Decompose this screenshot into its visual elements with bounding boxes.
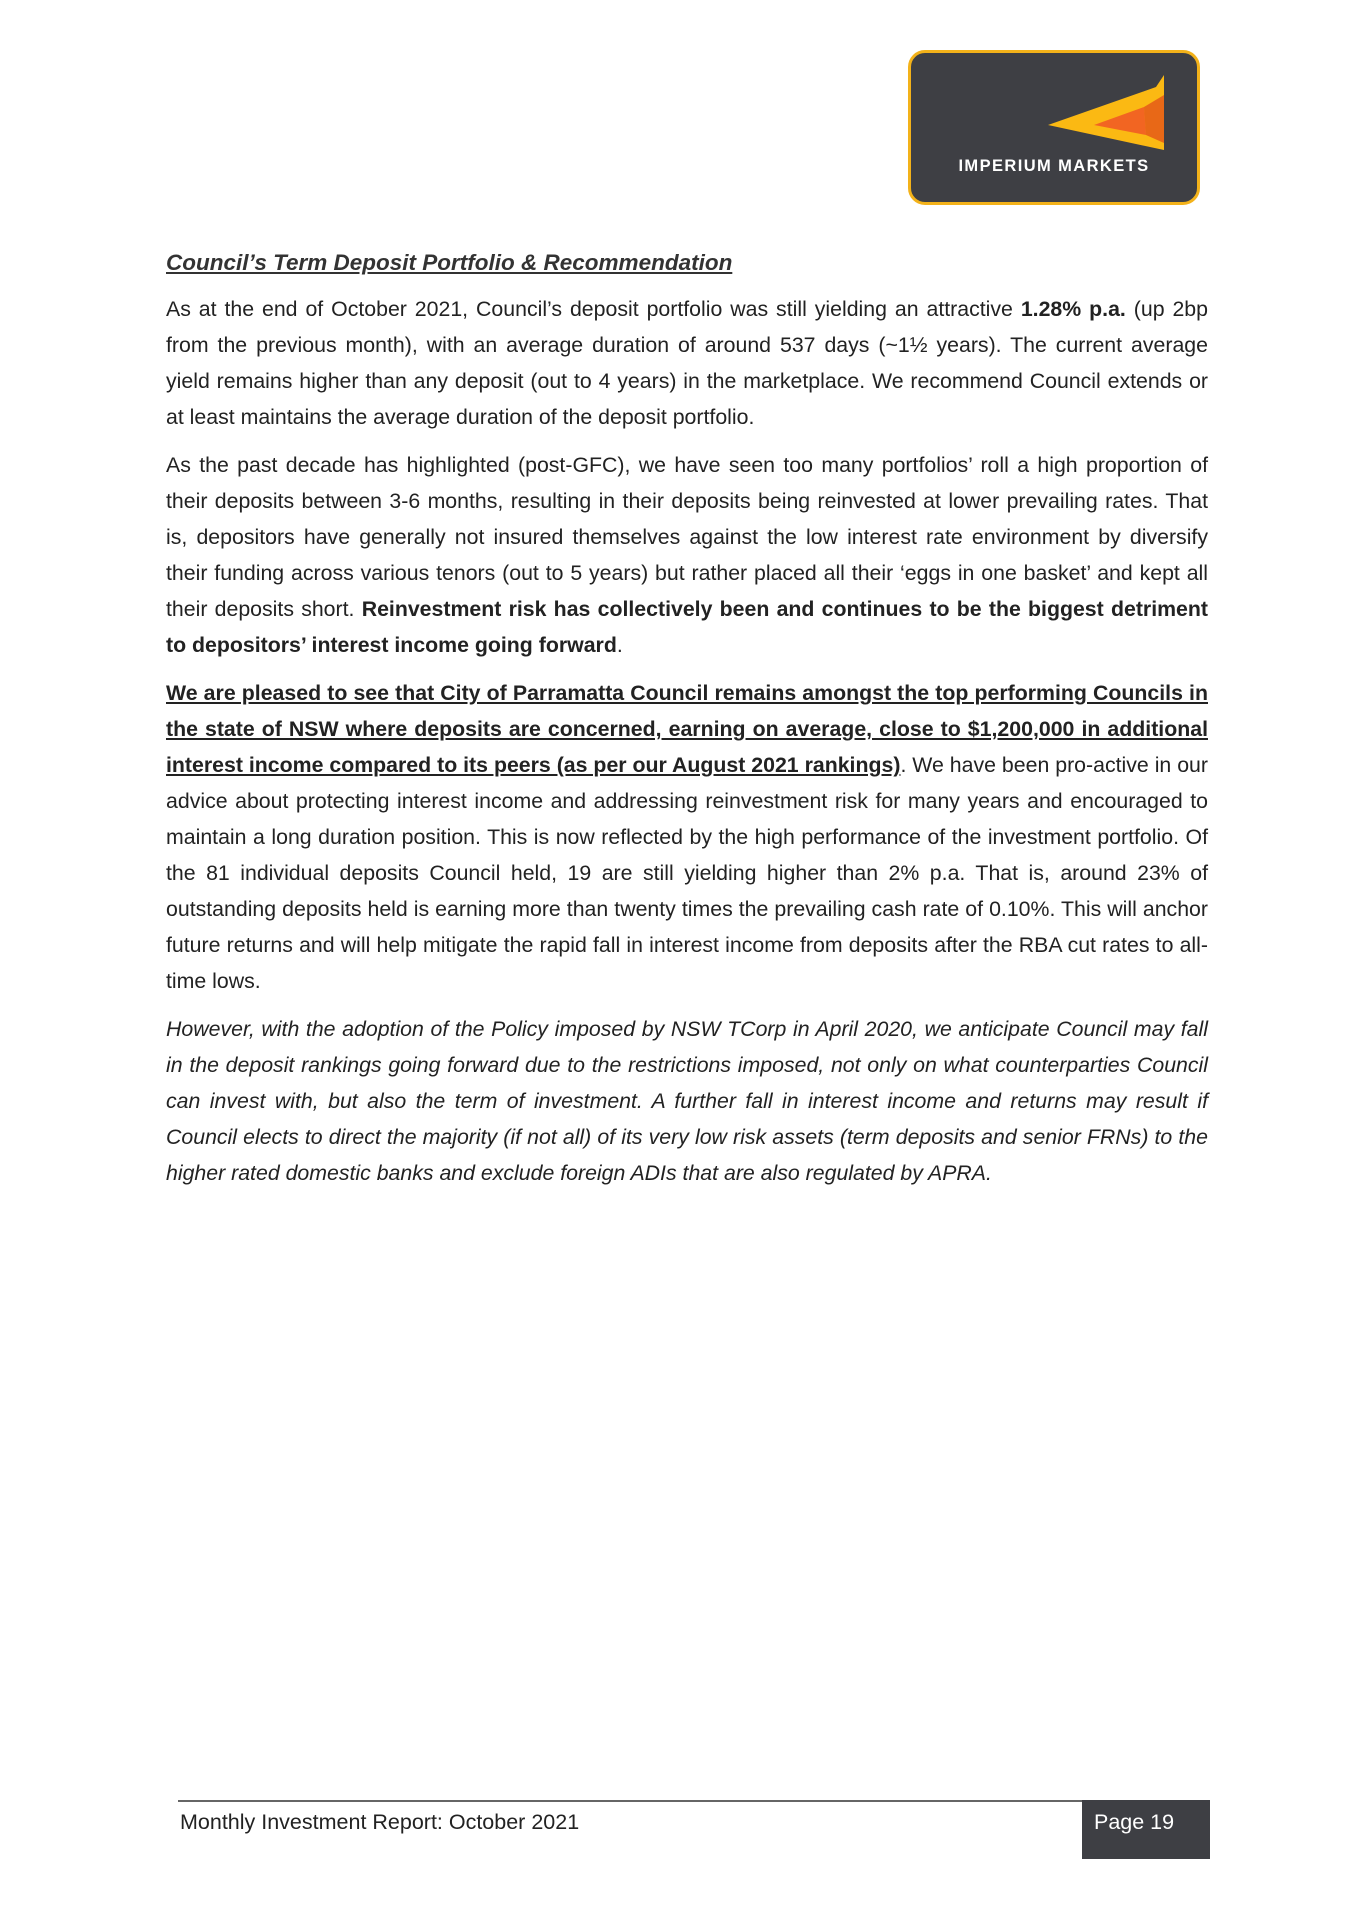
paragraph-portfolio-yield — [166, 291, 1208, 435]
p1-text-a: As at the end of October 2021, Council’s deposit portfolio was still yielding an attractive — [166, 297, 1021, 321]
footer-report-title: Monthly Investment Report: October 2021 — [180, 1810, 580, 1834]
p3-underlined-statement: We are pleased to see that City of Parramatta Council remains amongst the top performing Councils in the state of NSW where deposits are concerned, earning on average, close to $1,200,000 in additional interest income compared to its peers (as per our August 2021 rankings) — [166, 681, 1208, 777]
section-heading: Council’s Term Deposit Portfolio & Recommendation — [166, 250, 733, 275]
p2-text-a: As the past decade has highlighted (post-GFC), we have seen too many portfolios’ roll a high proportion of their deposits between 3-6 months, resulting in their deposits being reinvested at lower prevailing rates. That is, depositors have generally not insured themselves against the low interest rate environment by diversify their funding across various tenors (out to 5 years) but rather placed all their ‘eggs in one basket’ and kept all their deposits short. — [166, 453, 1208, 621]
paragraph-tcorp-policy: However, with the adoption of the Policy imposed by NSW TCorp in April 2020, we anticipate Council may fall in the deposit rankings going forward due to the restrictions imposed, not only on what counterparties Council can invest with, but also the term of investment. A further fall in interest income and returns may result if Council elects to direct the majority (if not all) of its very low risk assets (term deposits and senior FRNs) to the higher rated domestic banks and exclude foreign ADIs that are also regulated by APRA. — [166, 1017, 1208, 1185]
document-body — [166, 245, 1208, 1203]
p1-yield-value: 1.28% p.a. — [1020, 297, 1126, 321]
p2-text-c: . — [616, 633, 623, 657]
logo-text: IMPERIUM MARKETS — [958, 157, 1150, 175]
paragraph-council-performance — [166, 675, 1208, 999]
paragraph-reinvestment-risk — [166, 447, 1208, 663]
p3-text-b: . We have been pro-active in our advice about protecting interest income and addressing reinvestment risk for many years and encouraged to maintain a long duration position. This is now reflected by the high performance of the investment portfolio. Of the 81 individual deposits Council held, 19 are still yielding higher than 2% p.a. That is, around 23% of outstanding deposits held is earning more than twenty times the prevailing cash rate of 0.10%. This will anchor future returns and will help mitigate the rapid fall in interest income from deposits after the RBA cut rates to all-time lows. — [166, 753, 1208, 993]
p2-bold-statement: Reinvestment risk has collectively been and continues to be the biggest detriment to depositors’ interest income going forward — [166, 597, 1208, 657]
imperium-markets-logo — [908, 50, 1200, 205]
logo-arrow-icon — [1048, 75, 1168, 150]
footer-divider — [178, 1800, 1082, 1802]
page-number: Page 19 — [1082, 1800, 1210, 1859]
p1-text-c: (up 2bp from the previous month), with an average duration of around 537 days (~1½ years). The current average yield remains higher than any deposit (out to 4 years) in the marketplace. We recommend Council extends or at least maintains the average duration of the deposit portfolio. — [166, 297, 1208, 429]
